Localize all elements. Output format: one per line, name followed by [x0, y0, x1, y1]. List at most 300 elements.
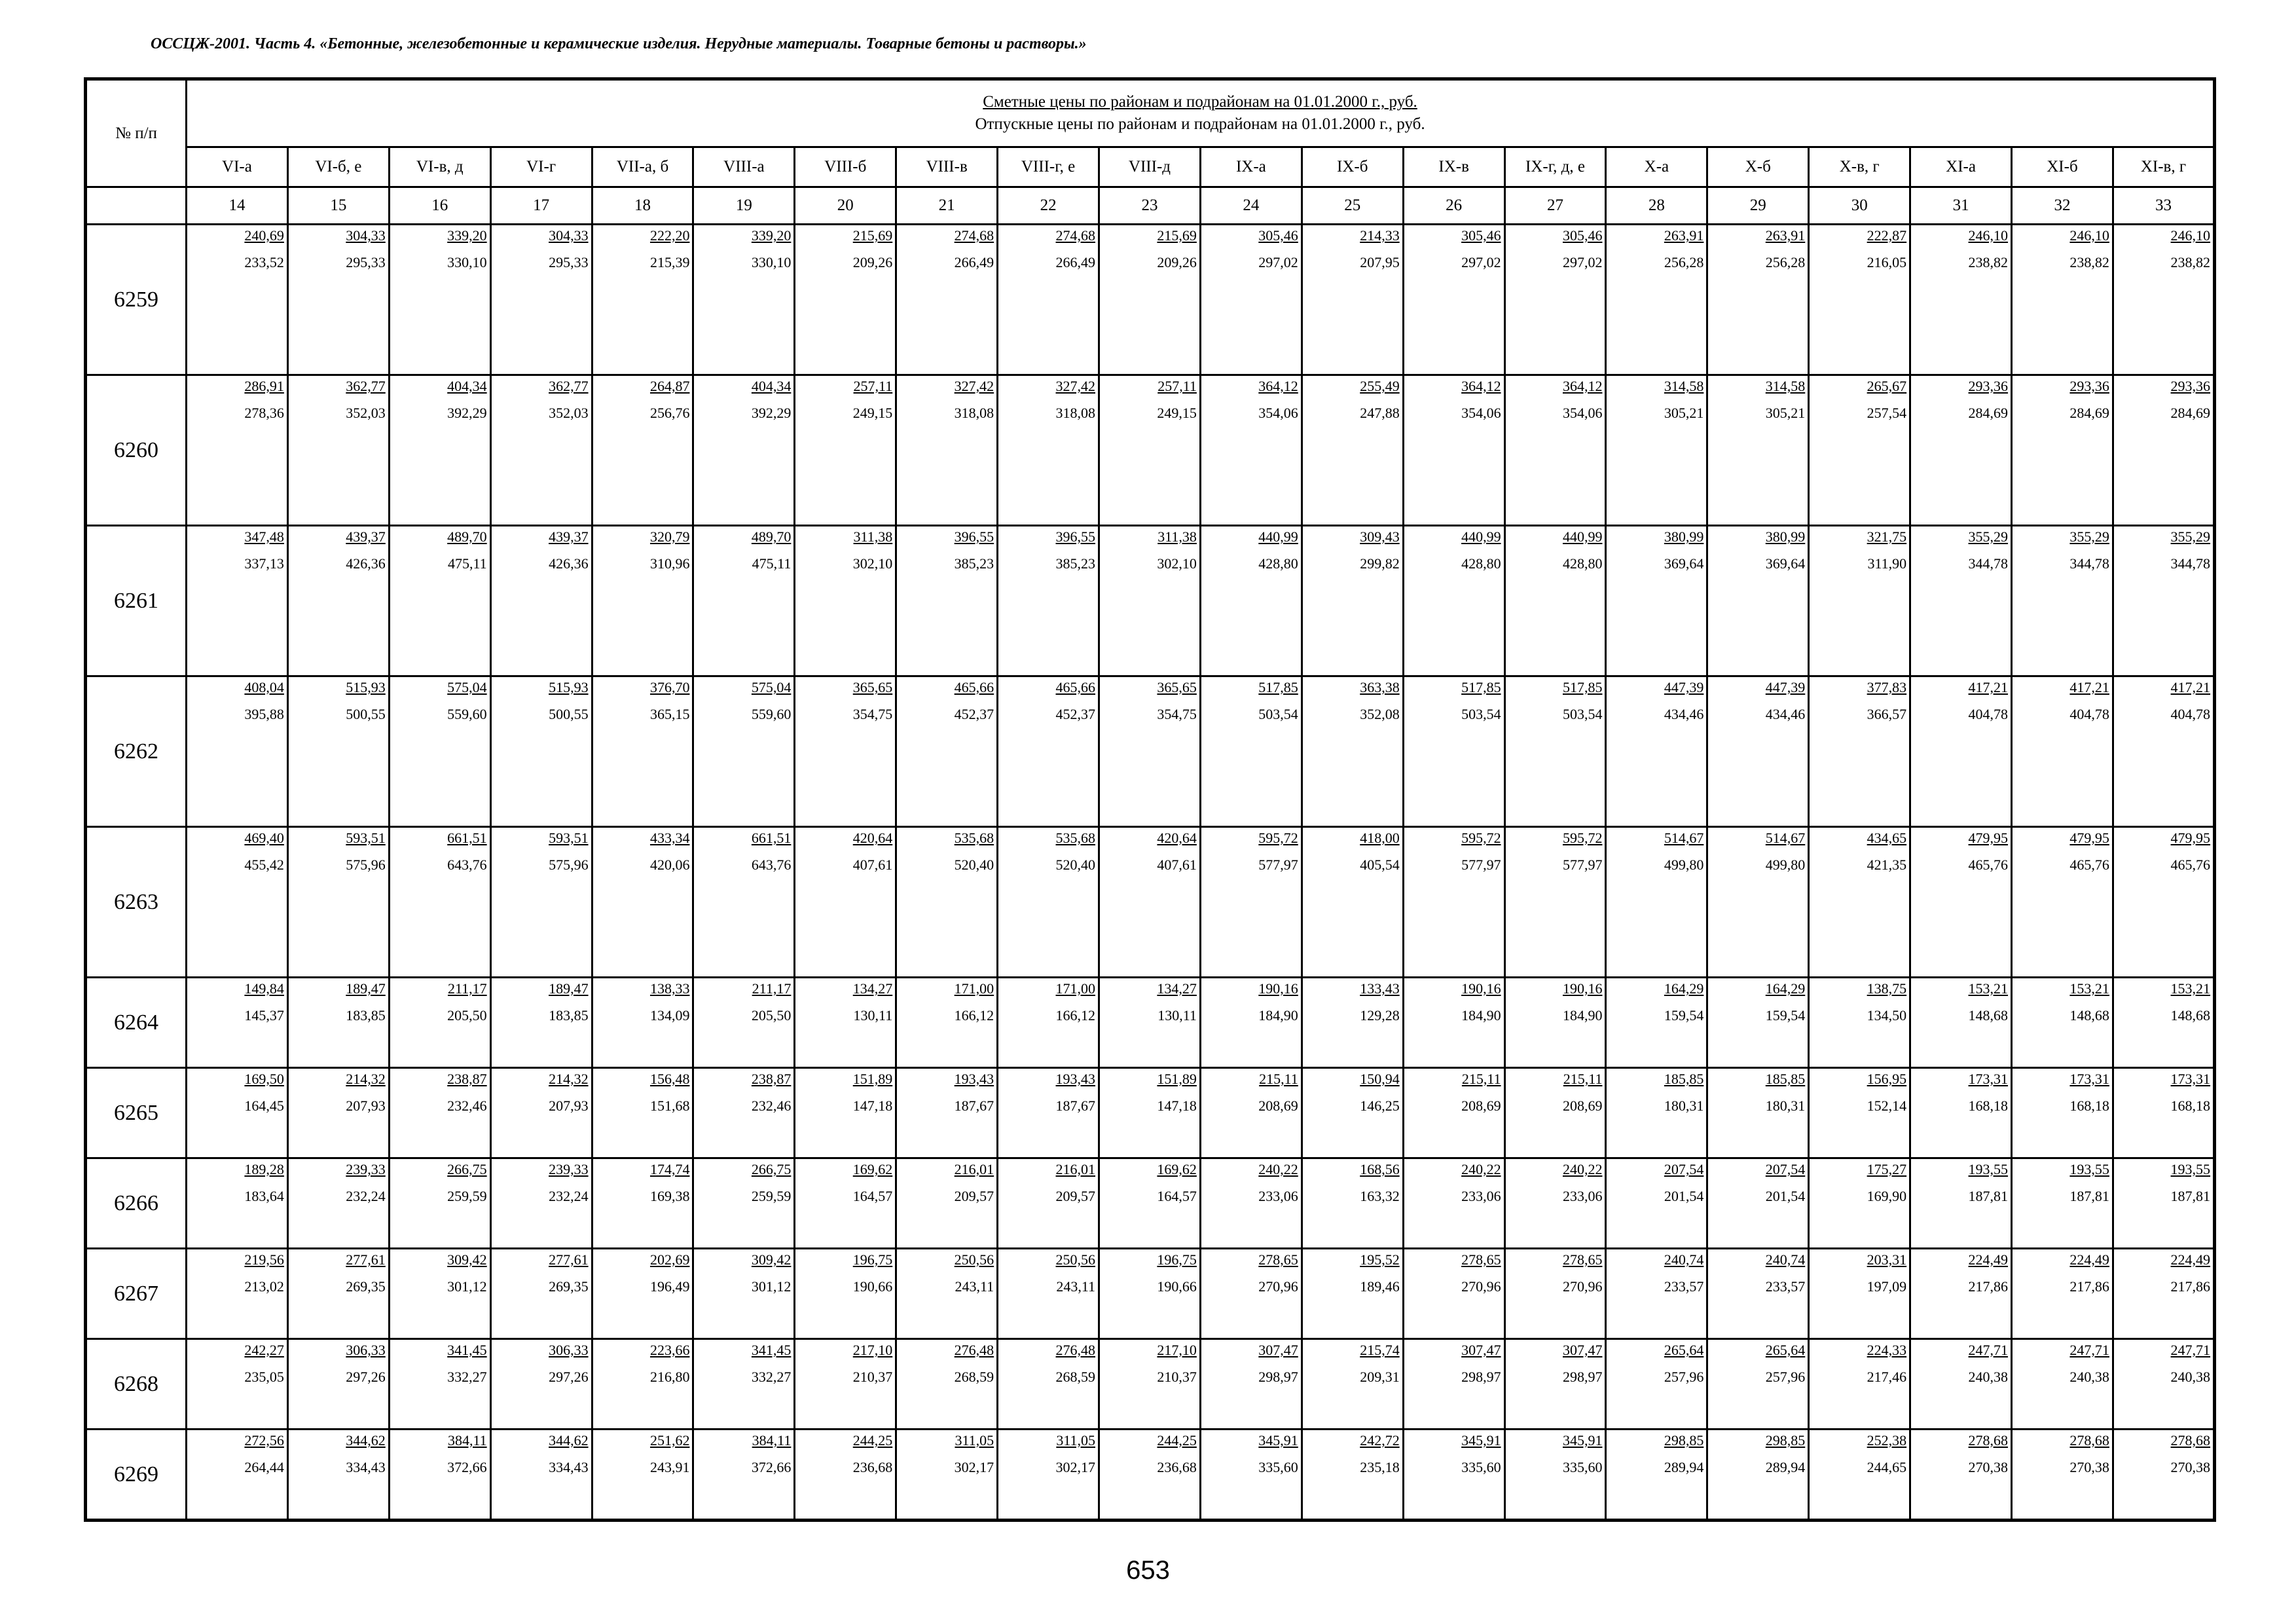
release-price: 352,08: [1360, 706, 1400, 722]
price-cell: [1504, 676, 1606, 827]
table-row: [86, 526, 2215, 676]
estimate-price: 345,91: [1562, 1432, 1603, 1449]
price-cell: [1302, 827, 1403, 978]
price-cell: [1606, 1339, 1707, 1430]
district-header: XI-б: [2012, 147, 2113, 187]
estimate-price: 238,87: [447, 1071, 487, 1087]
estimate-price: 384,11: [752, 1432, 792, 1449]
price-cell: [795, 1249, 896, 1339]
release-price: 405,54: [1360, 857, 1400, 873]
release-price: 249,15: [852, 405, 893, 421]
estimate-price: 224,49: [2069, 1251, 2109, 1268]
price-cell: [592, 827, 693, 978]
estimate-price: 173,31: [2170, 1071, 2211, 1087]
estimate-price: 364,12: [1258, 378, 1298, 394]
release-price: 129,28: [1360, 1007, 1400, 1024]
estimate-price: 190,16: [1562, 980, 1603, 997]
release-price: 289,94: [1664, 1459, 1704, 1475]
price-cell: [592, 375, 693, 526]
estimate-price: 244,25: [852, 1432, 893, 1449]
estimate-price: 307,47: [1258, 1342, 1298, 1358]
price-cell: [998, 1068, 1099, 1158]
price-cell: [1504, 225, 1606, 375]
release-price: 365,15: [649, 706, 690, 722]
release-price: 369,64: [1765, 555, 1806, 572]
release-price: 500,55: [549, 706, 589, 722]
price-cell: [1302, 1158, 1403, 1249]
release-price: 354,06: [1461, 405, 1501, 421]
estimate-price: 293,36: [2069, 378, 2109, 394]
page-number: 653: [1126, 1556, 1170, 1585]
release-price: 302,10: [852, 555, 893, 572]
estimate-price: 465,66: [1055, 679, 1096, 695]
row-id: 6264: [86, 978, 187, 1068]
release-price: 270,38: [2069, 1459, 2109, 1475]
price-cell: [287, 1249, 389, 1339]
price-cell: [389, 375, 490, 526]
price-cell: [287, 1430, 389, 1521]
price-cell: [1403, 225, 1504, 375]
release-price: 183,85: [346, 1007, 386, 1024]
estimate-price: 168,56: [1360, 1161, 1400, 1177]
release-price: 266,49: [954, 254, 994, 270]
price-cell: [2012, 676, 2113, 827]
release-price: 407,61: [852, 857, 893, 873]
estimate-price: 215,11: [1563, 1071, 1603, 1087]
release-price: 205,50: [447, 1007, 487, 1024]
price-cell: [389, 1158, 490, 1249]
estimate-price: 215,11: [1461, 1071, 1501, 1087]
price-cell: [2113, 1068, 2214, 1158]
release-price: 130,11: [1157, 1007, 1197, 1024]
release-price: 407,61: [1157, 857, 1197, 873]
release-price: 559,60: [751, 706, 792, 722]
price-cell: [2113, 1339, 2214, 1430]
estimate-price: 408,04: [244, 679, 284, 695]
estimate-price: 278,65: [1562, 1251, 1603, 1268]
column-number: 24: [1200, 187, 1302, 225]
estimate-price: 219,56: [244, 1251, 284, 1268]
release-price: 236,68: [852, 1459, 893, 1475]
release-price: 207,95: [1360, 254, 1400, 270]
release-price: 217,86: [1968, 1278, 2009, 1295]
price-cell: [1403, 1249, 1504, 1339]
price-cell: [998, 225, 1099, 375]
estimate-price: 417,21: [2069, 679, 2109, 695]
price-cell: [592, 225, 693, 375]
release-price: 269,35: [346, 1278, 386, 1295]
release-price: 232,46: [751, 1098, 792, 1114]
price-cell: [2113, 1430, 2214, 1521]
estimate-price: 246,10: [2170, 227, 2211, 244]
release-price: 643,76: [447, 857, 487, 873]
estimate-price: 278,68: [2170, 1432, 2211, 1449]
price-cell: [490, 1249, 592, 1339]
estimate-price: 311,38: [1157, 528, 1197, 545]
price-cell: [1200, 978, 1302, 1068]
release-price: 452,37: [954, 706, 994, 722]
release-price: 395,88: [244, 706, 284, 722]
estimate-price: 479,95: [1968, 830, 2009, 846]
estimate-price: 365,65: [1157, 679, 1197, 695]
estimate-price: 242,72: [1360, 1432, 1400, 1449]
estimate-price: 246,10: [1968, 227, 2009, 244]
release-price: 334,43: [549, 1459, 589, 1475]
price-cell: [1809, 1249, 1910, 1339]
release-price: 499,80: [1664, 857, 1704, 873]
estimate-price: 311,05: [1056, 1432, 1096, 1449]
estimate-price: 420,64: [1157, 830, 1197, 846]
estimate-price: 211,17: [447, 980, 487, 997]
price-cell: [1809, 526, 1910, 676]
price-cell: [1099, 1068, 1201, 1158]
release-price: 302,10: [1157, 555, 1197, 572]
estimate-price: 138,33: [649, 980, 690, 997]
column-number: 32: [2012, 187, 2113, 225]
price-cell: [896, 827, 998, 978]
column-number: 17: [490, 187, 592, 225]
district-header: X-а: [1606, 147, 1707, 187]
release-price: 148,68: [1968, 1007, 2009, 1024]
price-cell: [187, 1068, 288, 1158]
estimate-price: 321,75: [1867, 528, 1907, 545]
release-price: 305,21: [1765, 405, 1806, 421]
release-price: 337,13: [244, 555, 284, 572]
estimate-price: 134,27: [1157, 980, 1197, 997]
release-price: 187,67: [1055, 1098, 1096, 1114]
release-price: 301,12: [751, 1278, 792, 1295]
table-body: [86, 225, 2215, 1521]
price-cell: [1403, 375, 1504, 526]
price-cell: [2012, 1339, 2113, 1430]
release-price: 318,08: [954, 405, 994, 421]
release-price: 247,88: [1360, 405, 1400, 421]
price-cell: [1302, 1068, 1403, 1158]
estimate-price: 222,20: [649, 227, 690, 244]
price-cell: [2113, 676, 2214, 827]
price-cell: [1707, 1339, 1809, 1430]
price-cell: [693, 978, 795, 1068]
estimate-price: 224,33: [1867, 1342, 1907, 1358]
release-price: 297,26: [346, 1369, 386, 1385]
price-cell: [1606, 676, 1707, 827]
price-cell: [896, 1158, 998, 1249]
release-price: 264,44: [244, 1459, 284, 1475]
price-cell: [1099, 827, 1201, 978]
price-cell: [1403, 1068, 1504, 1158]
price-cell: [1707, 827, 1809, 978]
price-cell: [1302, 676, 1403, 827]
estimate-price: 185,85: [1664, 1071, 1704, 1087]
estimate-price: 242,27: [244, 1342, 284, 1358]
row-number-header: № п/п: [86, 79, 187, 187]
release-price: 233,52: [244, 254, 284, 270]
release-price: 335,60: [1258, 1459, 1298, 1475]
estimate-price: 252,38: [1867, 1432, 1907, 1449]
release-price: 352,03: [346, 405, 386, 421]
release-price: 310,96: [649, 555, 690, 572]
release-price: 168,18: [1968, 1098, 2009, 1114]
estimate-price: 190,16: [1258, 980, 1298, 997]
column-number-row: [86, 187, 2215, 225]
estimate-price: 595,72: [1562, 830, 1603, 846]
release-price: 208,69: [1258, 1098, 1298, 1114]
release-price: 238,82: [2170, 254, 2211, 270]
column-number: 31: [1910, 187, 2012, 225]
estimate-price: 265,64: [1765, 1342, 1806, 1358]
price-cell: [2012, 1158, 2113, 1249]
price-cell: [1809, 676, 1910, 827]
estimate-price: 515,93: [346, 679, 386, 695]
column-number: 27: [1504, 187, 1606, 225]
estimate-price: 202,69: [649, 1251, 690, 1268]
price-cell: [693, 1158, 795, 1249]
price-cell: [1200, 1339, 1302, 1430]
estimate-price: 517,85: [1258, 679, 1298, 695]
release-price: 168,18: [2170, 1098, 2211, 1114]
estimate-price: 341,45: [751, 1342, 792, 1358]
estimate-price: 164,29: [1765, 980, 1806, 997]
release-price: 208,69: [1461, 1098, 1501, 1114]
column-number: 21: [896, 187, 998, 225]
estimate-price: 661,51: [447, 830, 487, 846]
release-price: 151,68: [649, 1098, 690, 1114]
release-price: 240,38: [2170, 1369, 2211, 1385]
release-price: 249,15: [1157, 405, 1197, 421]
release-price: 334,43: [346, 1459, 386, 1475]
price-cell: [1606, 526, 1707, 676]
estimate-price: 195,52: [1360, 1251, 1400, 1268]
price-cell: [1099, 978, 1201, 1068]
estimate-price: 479,95: [2069, 830, 2109, 846]
release-price: 244,65: [1867, 1459, 1907, 1475]
estimate-price: 266,75: [751, 1161, 792, 1177]
release-price: 164,57: [852, 1188, 893, 1204]
release-price: 209,26: [852, 254, 893, 270]
estimate-price: 417,21: [1968, 679, 2009, 695]
district-header: XI-а: [1910, 147, 2012, 187]
estimate-price: 151,89: [1157, 1071, 1197, 1087]
estimate-price: 489,70: [447, 528, 487, 545]
release-price: 238,82: [1968, 254, 2009, 270]
release-price: 215,39: [649, 254, 690, 270]
price-cell: [592, 978, 693, 1068]
estimate-price: 384,11: [447, 1432, 487, 1449]
price-cell: [693, 1249, 795, 1339]
price-cell: [287, 978, 389, 1068]
price-cell: [187, 978, 288, 1068]
price-cell: [1504, 1068, 1606, 1158]
estimate-price: 420,64: [852, 830, 893, 846]
price-cell: [1200, 375, 1302, 526]
release-price: 187,81: [2069, 1188, 2109, 1204]
release-price: 187,67: [954, 1098, 994, 1114]
release-price: 330,10: [751, 254, 792, 270]
release-price: 465,76: [2069, 857, 2109, 873]
estimate-price: 306,33: [549, 1342, 589, 1358]
release-price: 298,97: [1258, 1369, 1298, 1385]
release-price: 575,96: [346, 857, 386, 873]
release-price: 465,76: [1968, 857, 2009, 873]
release-price: 216,80: [649, 1369, 690, 1385]
estimate-price: 207,54: [1664, 1161, 1704, 1177]
price-cell: [1302, 1249, 1403, 1339]
release-price: 163,32: [1360, 1188, 1400, 1204]
estimate-price: 339,20: [751, 227, 792, 244]
release-price: 354,06: [1258, 405, 1298, 421]
district-header: IX-в: [1403, 147, 1504, 187]
release-price: 233,57: [1765, 1278, 1806, 1295]
release-price: 428,80: [1562, 555, 1603, 572]
price-cell: [1200, 1430, 1302, 1521]
price-cell: [1099, 1430, 1201, 1521]
price-cell: [1707, 978, 1809, 1068]
price-cell: [998, 1430, 1099, 1521]
row-id: 6259: [86, 225, 187, 375]
estimate-price: 447,39: [1765, 679, 1806, 695]
price-cell: [490, 676, 592, 827]
release-price: 166,12: [954, 1007, 994, 1024]
district-header: VI-а: [187, 147, 288, 187]
estimate-price: 265,67: [1867, 378, 1907, 394]
release-price: 269,35: [549, 1278, 589, 1295]
estimate-price: 344,62: [346, 1432, 386, 1449]
price-cell: [1302, 225, 1403, 375]
estimate-price: 434,65: [1867, 830, 1907, 846]
estimate-price: 138,75: [1867, 980, 1907, 997]
estimate-price: 278,65: [1461, 1251, 1501, 1268]
price-cell: [1809, 978, 1910, 1068]
release-price: 335,60: [1461, 1459, 1501, 1475]
price-cell: [490, 1158, 592, 1249]
price-cell: [287, 375, 389, 526]
price-cell: [1910, 375, 2012, 526]
release-price: 499,80: [1765, 857, 1806, 873]
estimate-price: 240,74: [1765, 1251, 1806, 1268]
estimate-price: 169,50: [244, 1071, 284, 1087]
price-cell: [998, 1249, 1099, 1339]
estimate-price: 298,85: [1664, 1432, 1704, 1449]
table-row: [86, 1430, 2215, 1521]
price-cell: [287, 225, 389, 375]
estimate-price: 217,10: [1157, 1342, 1197, 1358]
price-cell: [1910, 1068, 2012, 1158]
estimate-price: 593,51: [549, 830, 589, 846]
price-cell: [1606, 978, 1707, 1068]
release-price: 240,38: [2069, 1369, 2109, 1385]
price-cell: [1707, 1430, 1809, 1521]
release-price: 475,11: [447, 555, 487, 572]
estimate-price: 339,20: [447, 227, 487, 244]
release-price: 232,24: [549, 1188, 589, 1204]
release-price: 266,49: [1055, 254, 1096, 270]
release-price: 577,97: [1562, 857, 1603, 873]
release-price: 354,06: [1562, 405, 1603, 421]
price-cell: [998, 978, 1099, 1068]
price-cell: [998, 1339, 1099, 1430]
estimate-price: 345,91: [1461, 1432, 1501, 1449]
price-cell: [998, 526, 1099, 676]
price-cell: [1606, 225, 1707, 375]
estimate-price: 440,99: [1258, 528, 1298, 545]
row-id: 6261: [86, 526, 187, 676]
price-cell: [795, 375, 896, 526]
price-cell: [1403, 1430, 1504, 1521]
column-number: 16: [389, 187, 490, 225]
release-price: 209,31: [1360, 1369, 1400, 1385]
release-price: 257,54: [1867, 405, 1907, 421]
column-number: 20: [795, 187, 896, 225]
estimate-price: 276,48: [1055, 1342, 1096, 1358]
release-price: 420,06: [649, 857, 690, 873]
release-price: 520,40: [1055, 857, 1096, 873]
estimate-price: 440,99: [1562, 528, 1603, 545]
estimate-price: 238,87: [751, 1071, 792, 1087]
release-price: 392,29: [447, 405, 487, 421]
price-cell: [389, 1068, 490, 1158]
price-cell: [1099, 526, 1201, 676]
district-header: IX-а: [1200, 147, 1302, 187]
release-price: 426,36: [549, 555, 589, 572]
estimate-price: 479,95: [2170, 830, 2211, 846]
release-price: 190,66: [1157, 1278, 1197, 1295]
price-cell: [693, 1339, 795, 1430]
table-title-release: Отпускные цены по районам и подрайонам на 01.01.2000 г., руб.: [975, 115, 1425, 133]
estimate-price: 169,62: [1157, 1161, 1197, 1177]
release-price: 259,59: [751, 1188, 792, 1204]
release-price: 217,46: [1867, 1369, 1907, 1385]
release-price: 465,76: [2170, 857, 2211, 873]
estimate-price: 514,67: [1664, 830, 1704, 846]
price-cell: [187, 1430, 288, 1521]
estimate-price: 305,46: [1562, 227, 1603, 244]
price-cell: [2012, 526, 2113, 676]
price-cell: [1403, 676, 1504, 827]
price-cell: [1910, 1339, 2012, 1430]
estimate-price: 175,27: [1867, 1161, 1907, 1177]
estimate-price: 311,05: [955, 1432, 994, 1449]
price-cell: [1504, 526, 1606, 676]
price-cell: [1809, 827, 1910, 978]
estimate-price: 211,17: [752, 980, 792, 997]
estimate-price: 250,56: [1055, 1251, 1096, 1268]
release-price: 297,26: [549, 1369, 589, 1385]
release-price: 196,49: [649, 1278, 690, 1295]
estimate-price: 278,65: [1258, 1251, 1298, 1268]
price-cell: [1809, 1339, 1910, 1430]
row-id: 6265: [86, 1068, 187, 1158]
price-table: [84, 77, 2216, 1522]
estimate-price: 575,04: [447, 679, 487, 695]
estimate-price: 193,43: [954, 1071, 994, 1087]
price-cell: [1504, 1339, 1606, 1430]
release-price: 366,57: [1867, 706, 1907, 722]
release-price: 344,78: [2170, 555, 2211, 572]
price-cell: [896, 676, 998, 827]
release-price: 500,55: [346, 706, 386, 722]
release-price: 209,57: [1055, 1188, 1096, 1204]
release-price: 256,76: [649, 405, 690, 421]
price-cell: [2012, 827, 2113, 978]
price-cell: [1707, 225, 1809, 375]
estimate-price: 247,71: [2069, 1342, 2109, 1358]
price-cell: [187, 526, 288, 676]
estimate-price: 404,34: [751, 378, 792, 394]
release-price: 243,11: [1056, 1278, 1096, 1295]
release-price: 577,97: [1461, 857, 1501, 873]
row-id: 6269: [86, 1430, 187, 1521]
release-price: 189,46: [1360, 1278, 1400, 1295]
